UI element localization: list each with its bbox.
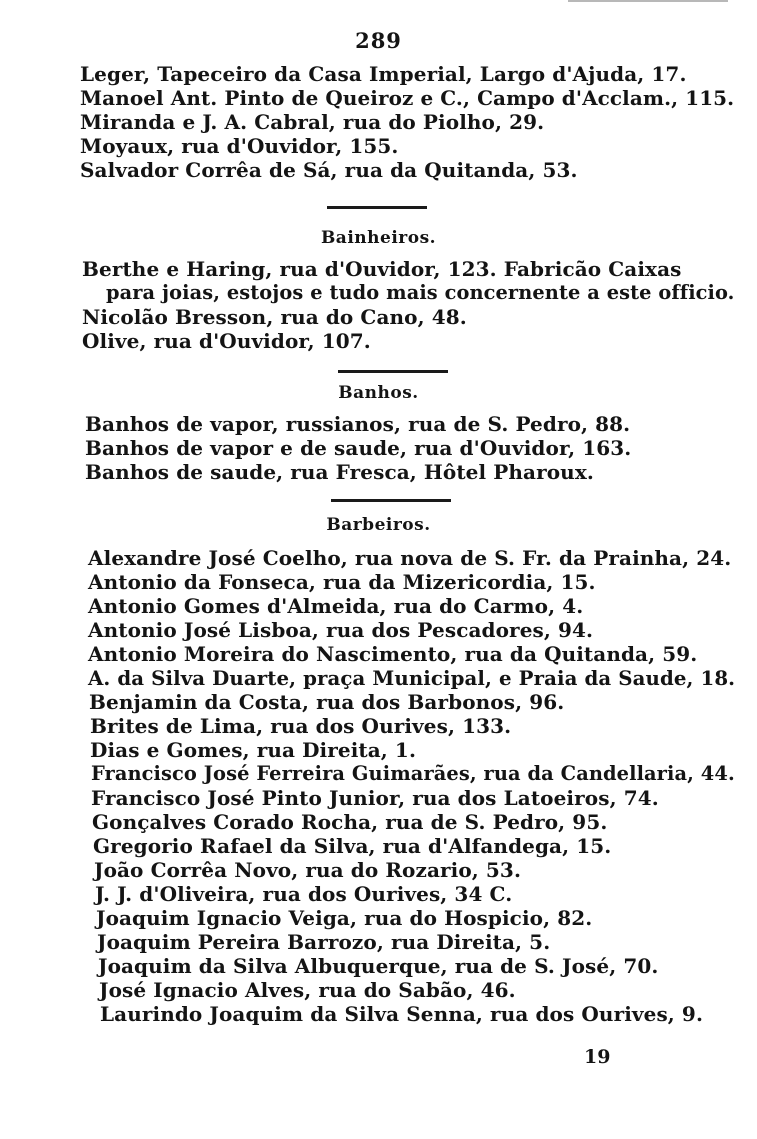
list-item: Francisco José Pinto Junior, rua dos Latoeiros, 74. [91, 786, 659, 810]
section-divider [327, 206, 427, 209]
list-item: Manoel Ant. Pinto de Queiroz e C., Campo d'Acclam., 115. [80, 86, 735, 110]
list-item: Gonçalves Corado Rocha, rua de S. Pedro, 95. [92, 810, 608, 834]
section-divider [338, 370, 448, 373]
list-item-continuation: para joias, estojos e tudo mais concernente a este officio. [106, 281, 735, 304]
list-item: Leger, Tapeceiro da Casa Imperial, Largo d'Ajuda, 17. [80, 62, 687, 86]
list-item: Gregorio Rafael da Silva, rua d'Alfandega, 15. [93, 834, 612, 858]
list-item: A. da Silva Duarte, praça Municipal, e Praia da Saude, 18. [88, 666, 736, 690]
list-item: Brites de Lima, rua dos Ourives, 133. [90, 714, 512, 738]
list-item: Banhos de saude, rua Fresca, Hôtel Pharoux. [85, 460, 594, 484]
page-number: 289 [355, 28, 402, 53]
list-item: Salvador Corrêa de Sá, rua da Quitanda, 53. [80, 158, 578, 182]
list-item: Moyaux, rua d'Ouvidor, 155. [80, 134, 399, 158]
scan-edge-mark [568, 0, 728, 2]
list-item: Joaquim da Silva Albuquerque, rua de S. José, 70. [98, 954, 659, 978]
list-item: Miranda e J. A. Cabral, rua do Piolho, 29. [80, 110, 545, 134]
section-heading-barbeiros: Barbeiros. [326, 515, 431, 535]
list-item: Nicolão Bresson, rua do Cano, 48. [82, 305, 467, 329]
list-item: Banhos de vapor e de saude, rua d'Ouvidor, 163. [85, 436, 632, 460]
list-item: Benjamin da Costa, rua dos Barbonos, 96. [89, 690, 565, 714]
list-item: Francisco José Ferreira Guimarães, rua da Candellaria, 44. [91, 762, 735, 785]
list-item: J. J. d'Oliveira, rua dos Ourives, 34 C. [95, 882, 513, 906]
signature-mark: 19 [584, 1046, 611, 1068]
list-item: Antonio da Fonseca, rua da Mizericordia, 15. [88, 570, 596, 594]
section-heading-banhos: Banhos. [338, 383, 419, 403]
list-item: Joaquim Pereira Barrozo, rua Direita, 5. [97, 930, 551, 954]
list-item: João Corrêa Novo, rua do Rozario, 53. [94, 858, 522, 882]
list-item: Alexandre José Coelho, rua nova de S. Fr. da Prainha, 24. [88, 546, 732, 570]
list-item: Antonio Moreira do Nascimento, rua da Quitanda, 59. [88, 642, 698, 666]
list-item: Antonio Gomes d'Almeida, rua do Carmo, 4. [88, 594, 584, 618]
list-item: Dias e Gomes, rua Direita, 1. [90, 738, 417, 762]
list-item: José Ignacio Alves, rua do Sabão, 46. [99, 978, 516, 1002]
list-item: Olive, rua d'Ouvidor, 107. [82, 329, 371, 353]
list-item: Antonio José Lisboa, rua dos Pescadores, 94. [88, 618, 594, 642]
list-item: Banhos de vapor, russianos, rua de S. Pedro, 88. [85, 412, 631, 436]
list-item: Joaquim Ignacio Veiga, rua do Hospicio, 82. [96, 906, 593, 930]
list-item: Laurindo Joaquim da Silva Senna, rua dos Ourives, 9. [100, 1002, 704, 1026]
section-heading-bainheiros: Bainheiros. [320, 228, 437, 248]
section-divider [331, 499, 451, 502]
list-item: Berthe e Haring, rua d'Ouvidor, 123. Fabricão Caixas [82, 257, 682, 281]
